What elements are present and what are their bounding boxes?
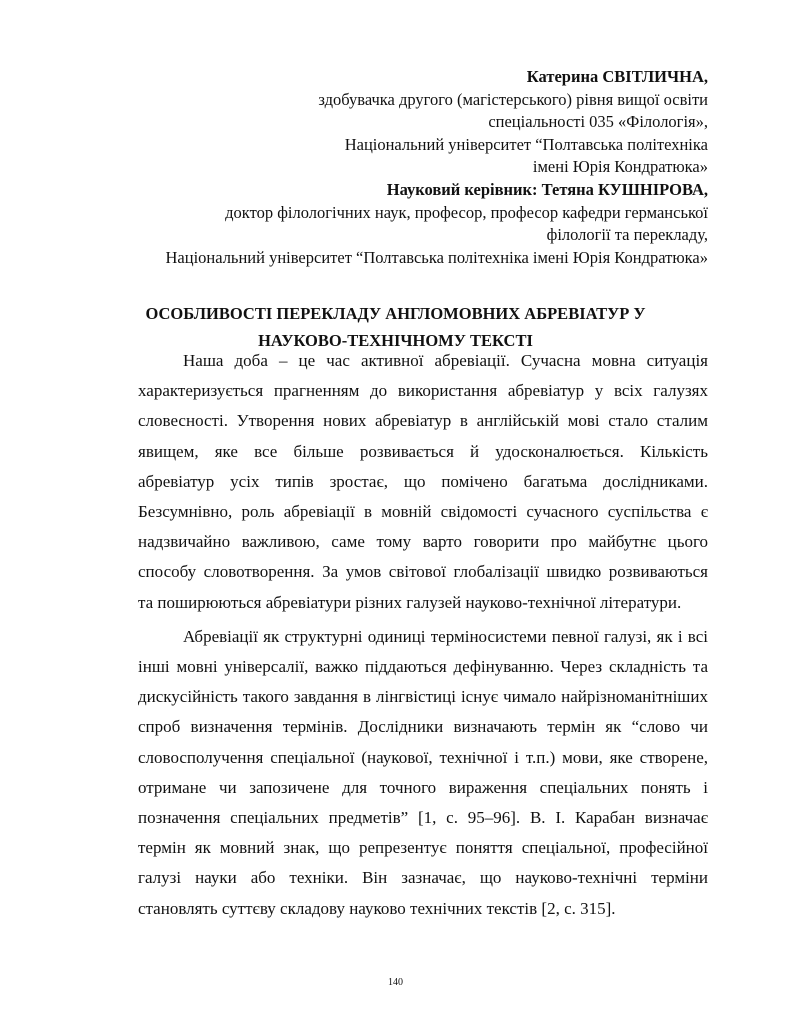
article-body (138, 346, 708, 924)
paragraph-line: Безсумнівно, роль абревіації в мовній свідомості сучасного суспільства є (138, 502, 708, 522)
author-name: Катерина СВІТЛИЧНА, (526, 67, 708, 86)
paragraph-line: надзвичайно важливою, саме тому варто говорити про майбутнє цього (138, 532, 708, 552)
title-line: НАУКОВО-ТЕХНІЧНОМУ ТЕКСТІ (258, 331, 533, 350)
paragraph-line: словесності. Утворення нових абревіатур в англійській мові стало сталим (138, 411, 708, 431)
paragraph-line: та поширюються абревіатури різних галузей науково-технічної літератури. (138, 592, 682, 612)
paragraph-line: дискусійність такого завдання в лінгвістиці існує чимало найрізноманітніших (138, 687, 708, 707)
paragraph-line: способу словотворення. За умов світової глобалізації швидко розвиваються (138, 562, 708, 582)
page-number: 140 (388, 977, 403, 988)
paragraph-line: позначення спеціальних предметів” [1, с. 95–96]. В. І. Карабан визначає (138, 808, 708, 828)
author-affiliation-line: Національний університет “Полтавська політехніка (344, 134, 708, 154)
author-block (18, 66, 708, 269)
author-affiliation-line: спеціальності 035 «Філологія», (488, 112, 708, 132)
author-affiliation-line: здобувачка другого (магістерського) рівня вищої освіти (318, 89, 708, 109)
paragraph-line: спроб визначення термінів. Дослідники визначають термін як “слово чи (138, 717, 708, 737)
supervisor-name: Науковий керівник: Тетяна КУШНІРОВА, (386, 179, 708, 199)
paragraph-line: Наша доба – це час активної абревіації. Сучасна мовна ситуація (183, 351, 708, 370)
paragraph-line: термін як мовний знак, що репрезентує поняття спеціальної, професійної (138, 838, 708, 858)
paragraph-line: абревіатур усіх типів зростає, що помічено багатьма дослідниками. (138, 471, 708, 491)
paragraph-line: отримане чи запозичене для точного вираження спеціальних понять і (138, 777, 708, 797)
paragraph (138, 346, 708, 618)
supervisor-affiliation-line: доктор філологічних наук, професор, професор кафедри германської (225, 202, 708, 222)
paragraph-line: явищем, яке все більше розвивається й удосконалюється. Кількість (138, 441, 708, 461)
paragraph-line: інші мовні універсалії, важко піддаються дефінуванню. Через складність та (138, 657, 708, 677)
paragraph-line: словосполучення спеціальної (наукової, технічної і т.п.) мови, яке створене, (138, 747, 708, 767)
paragraph-line: характеризується прагненням до використання абревіатур у всіх галузях (138, 381, 708, 401)
paragraph (138, 622, 708, 924)
title-line: ОСОБЛИВОСТІ ПЕРЕКЛАДУ АНГЛОМОВНИХ АБРЕВІАТУР У (145, 304, 646, 323)
paragraph-line: становлять суттєву складову науково технічних текстів [2, с. 315]. (138, 898, 616, 918)
paragraph-line: Абревіації як структурні одиниці терміносистеми певної галузі, як і всі (183, 626, 708, 646)
paragraph-line: галузі науки або техніки. Він зазначає, що науково-технічні терміни (138, 868, 708, 888)
supervisor-affiliation-line: Національний університет “Полтавська політехніка імені Юрія Кондратюка» (165, 247, 708, 267)
supervisor-affiliation-line: філології та перекладу, (546, 225, 708, 245)
author-affiliation-line: імені Юрія Кондратюка» (532, 157, 708, 177)
